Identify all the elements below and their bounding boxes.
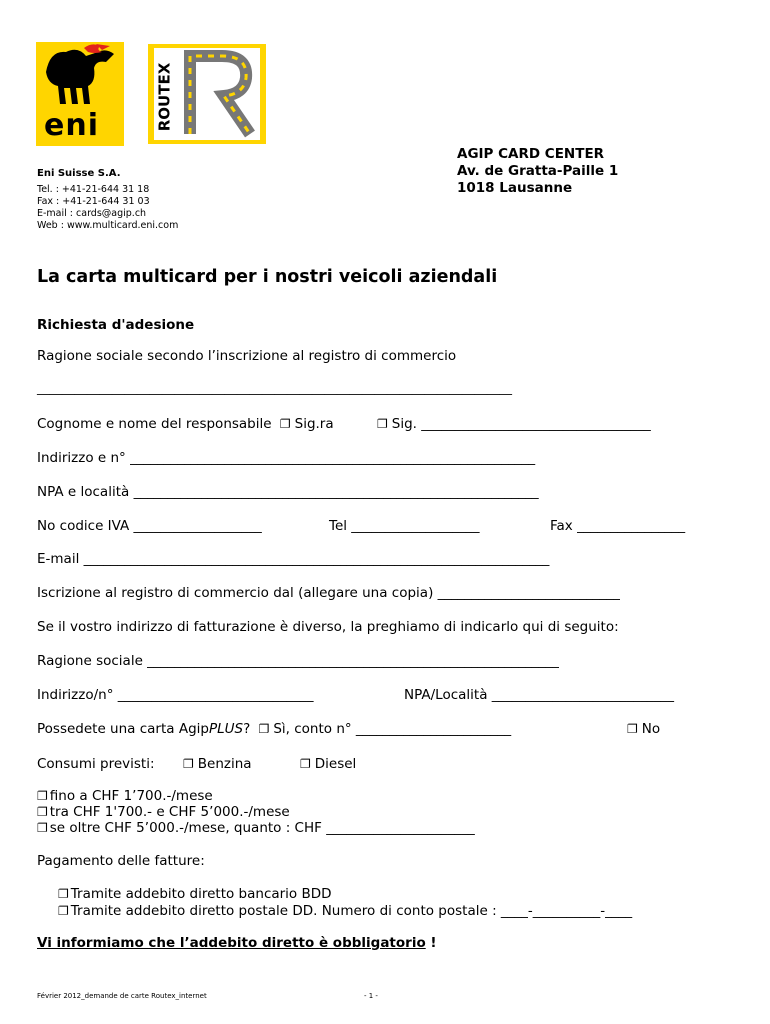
sig-checkbox[interactable]: ❐ bbox=[377, 417, 388, 431]
footer-left: Février 2012_demande de carte Routex_internet bbox=[37, 992, 207, 1000]
sigra-checkbox[interactable]: ❐ bbox=[279, 417, 291, 431]
cognome-row bbox=[37, 416, 334, 432]
fax-field[interactable]: Fax ________________ bbox=[550, 518, 686, 534]
email-field[interactable]: E-mail _____________________________________________________________________ bbox=[37, 551, 550, 567]
no-row bbox=[627, 721, 660, 737]
cognome-label: Cognome e nome del responsabile bbox=[37, 416, 272, 432]
eni-logo bbox=[36, 42, 124, 146]
section-title: Richiesta d'adesione bbox=[37, 317, 195, 333]
eni-logo-text: eni bbox=[44, 108, 99, 143]
ragione-field[interactable]: ____________________________________________________________________________ bbox=[37, 380, 512, 395]
opt3-checkbox[interactable]: ❐ bbox=[37, 821, 48, 835]
notice bbox=[37, 935, 437, 951]
opt2-row bbox=[37, 804, 290, 821]
npa2-field[interactable]: NPA/Località ___________________________ bbox=[404, 687, 675, 703]
diesel-label: Diesel bbox=[314, 756, 357, 772]
diesel-checkbox[interactable]: ❐ bbox=[300, 757, 311, 771]
dd-field[interactable]: Tramite addebito diretto postale DD. Numero di conto postale : ____-__________-____ bbox=[70, 903, 633, 919]
address-line-1: AGIP CARD CENTER bbox=[457, 146, 605, 162]
contact-web: Web : www.multicard.eni.com bbox=[37, 220, 179, 231]
fatturazione-text: Se il vostro indirizzo di fatturazione è diverso, la preghiamo di indicarlo qui di seguito: bbox=[37, 619, 619, 635]
no-label: No bbox=[641, 721, 661, 737]
indirizzo2-field[interactable]: Indirizzo/n° _____________________________ bbox=[37, 687, 314, 703]
si-conto-field[interactable]: Sì, conto n° _______________________ bbox=[273, 721, 512, 737]
routex-logo-text: ROUTEX bbox=[155, 62, 174, 132]
address-line-3: 1018 Lausanne bbox=[457, 180, 573, 196]
consumi-label: Consumi previsti: bbox=[37, 756, 155, 772]
routex-logo bbox=[148, 44, 266, 144]
opt1-row bbox=[37, 788, 213, 805]
notice-end: ! bbox=[425, 935, 437, 951]
benzina-checkbox[interactable]: ❐ bbox=[183, 757, 194, 771]
six-legged-dog-icon bbox=[36, 42, 124, 112]
contact-tel: Tel. : +41-21-644 31 18 bbox=[37, 184, 150, 195]
pagamento-label: Pagamento delle fatture: bbox=[37, 853, 205, 869]
contact-fax: Fax : +41-21-644 31 03 bbox=[37, 196, 150, 207]
sig-field[interactable]: Sig. __________________________________ bbox=[391, 416, 651, 432]
opt3-row bbox=[37, 820, 475, 837]
opt3-field[interactable]: se oltre CHF 5’000.-/mese, quanto : CHF ______________________ bbox=[49, 820, 475, 836]
iva-field[interactable]: No codice IVA ___________________ bbox=[37, 518, 262, 534]
opt2-label: tra CHF 1'700.- e CHF 5’000.-/mese bbox=[49, 804, 290, 820]
sigra-label: Sig.ra bbox=[294, 416, 334, 432]
bdd-checkbox[interactable]: ❐ bbox=[58, 887, 69, 901]
possedete-row bbox=[37, 721, 511, 737]
bdd-row bbox=[58, 886, 332, 903]
opt1-checkbox[interactable]: ❐ bbox=[37, 789, 48, 803]
address-line-2: Av. de Gratta-Paille 1 bbox=[457, 163, 619, 179]
benzina-label: Benzina bbox=[197, 756, 252, 772]
bdd-label: Tramite addebito diretto bancario BDD bbox=[70, 886, 332, 902]
opt1-label: fino a CHF 1’700.-/mese bbox=[49, 788, 213, 804]
dd-row bbox=[58, 903, 632, 920]
tel-field[interactable]: Tel ___________________ bbox=[329, 518, 480, 534]
iscrizione-field[interactable]: Iscrizione al registro di commercio dal (allegare una copia) ___________________________ bbox=[37, 585, 620, 601]
contact-email: E-mail : cards@agip.ch bbox=[37, 208, 147, 219]
indirizzo-field[interactable]: Indirizzo e n° ____________________________________________________________ bbox=[37, 450, 536, 466]
opt2-checkbox[interactable]: ❐ bbox=[37, 805, 48, 819]
possedete-label: Possedete una carta Agip bbox=[37, 721, 209, 737]
routex-r-icon bbox=[182, 50, 262, 138]
si-checkbox[interactable]: ❐ bbox=[258, 722, 270, 736]
page-title: La carta multicard per i nostri veicoli aziendali bbox=[37, 267, 498, 287]
footer-page: - 1 - bbox=[364, 992, 378, 1000]
no-checkbox[interactable]: ❐ bbox=[627, 722, 638, 736]
npa-field[interactable]: NPA e località ____________________________________________________________ bbox=[37, 484, 539, 500]
possedete-plus: PLUS bbox=[208, 721, 244, 737]
ragione-label: Ragione sociale secondo l’inscrizione al registro di commercio bbox=[37, 348, 457, 364]
company-name: Eni Suisse S.A. bbox=[37, 168, 121, 179]
possedete-qmark: ? bbox=[243, 721, 251, 737]
ragione2-field[interactable]: Ragione sociale _____________________________________________________________ bbox=[37, 653, 559, 669]
diesel-row bbox=[300, 756, 356, 772]
notice-text: Vi informiamo che l’addebito diretto è obbligatorio bbox=[37, 935, 426, 951]
sig-row bbox=[377, 416, 651, 432]
benzina-row bbox=[183, 756, 252, 772]
dd-checkbox[interactable]: ❐ bbox=[58, 904, 69, 918]
